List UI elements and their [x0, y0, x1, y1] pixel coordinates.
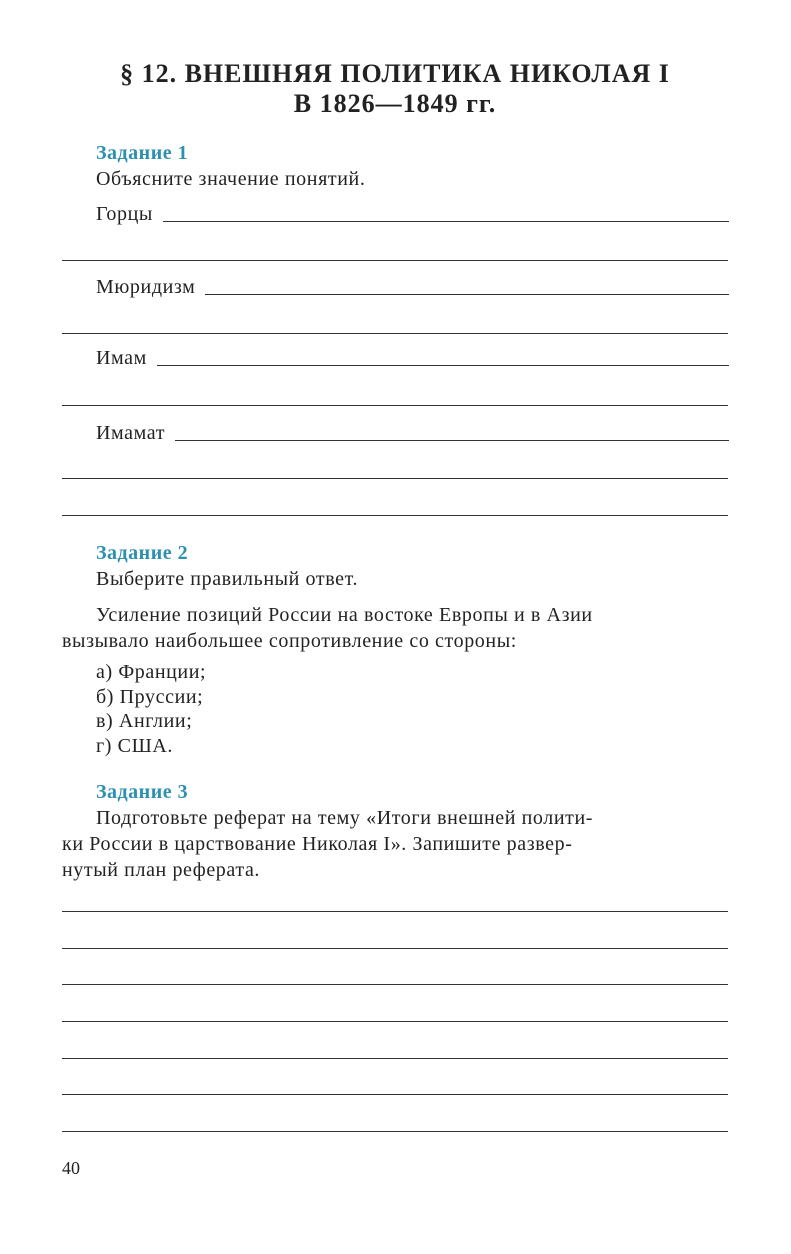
task3-text-line3: нутый план реферата. [62, 859, 261, 881]
task2-question-line1: Усиление позиций России на востоке Европы и в Азии [96, 604, 593, 626]
answer-option-a[interactable]: а) Франции; [96, 661, 207, 683]
term-row-myuridizm [96, 275, 729, 299]
term-row-gortsy [96, 202, 729, 226]
task2-question-line2: вызывало наибольшее сопротивление со стороны: [62, 630, 517, 652]
task3-text-line2: ки России в царствование Николая I». Запишите развер- [62, 833, 573, 855]
term-label: Мюридизм [96, 276, 196, 298]
term-label: Горцы [96, 203, 153, 225]
answer-line[interactable] [62, 948, 728, 949]
answer-line[interactable] [62, 478, 728, 479]
answer-option-c[interactable]: в) Англии; [96, 710, 193, 732]
term-row-imam [96, 346, 729, 370]
page-number: 40 [62, 1158, 80, 1178]
task2-instruction: Выберите правильный ответ. [96, 568, 359, 590]
answer-line[interactable] [62, 1094, 728, 1095]
answer-option-d[interactable]: г) США. [96, 735, 174, 757]
answer-line[interactable] [205, 293, 729, 295]
term-row-imamat [96, 421, 729, 445]
answer-line[interactable] [62, 1131, 728, 1132]
section-title-line1: § 12. ВНЕШНЯЯ ПОЛИТИКА НИКОЛАЯ I [120, 59, 670, 88]
task1-heading: Задание 1 [96, 142, 189, 164]
answer-option-b[interactable]: б) Пруссии; [96, 686, 204, 708]
task1-instruction: Объясните значение понятий. [96, 168, 366, 190]
term-label: Имамат [96, 422, 166, 444]
answer-line[interactable] [62, 260, 728, 261]
answer-line[interactable] [62, 1058, 728, 1059]
task3-text-line1: Подготовьте реферат на тему «Итоги внешней полити- [96, 807, 594, 829]
answer-line[interactable] [62, 515, 728, 516]
answer-line[interactable] [62, 911, 728, 912]
section-title-line2: В 1826—1849 гг. [293, 89, 497, 118]
answer-line[interactable] [175, 439, 729, 441]
answer-line[interactable] [62, 1021, 728, 1022]
answer-line[interactable] [62, 405, 728, 406]
answer-line[interactable] [62, 984, 728, 985]
answer-line[interactable] [163, 220, 729, 222]
answer-line[interactable] [157, 364, 729, 366]
task3-heading: Задание 3 [96, 781, 189, 803]
term-label: Имам [96, 347, 147, 369]
answer-line[interactable] [62, 333, 728, 334]
task2-heading: Задание 2 [96, 542, 189, 564]
